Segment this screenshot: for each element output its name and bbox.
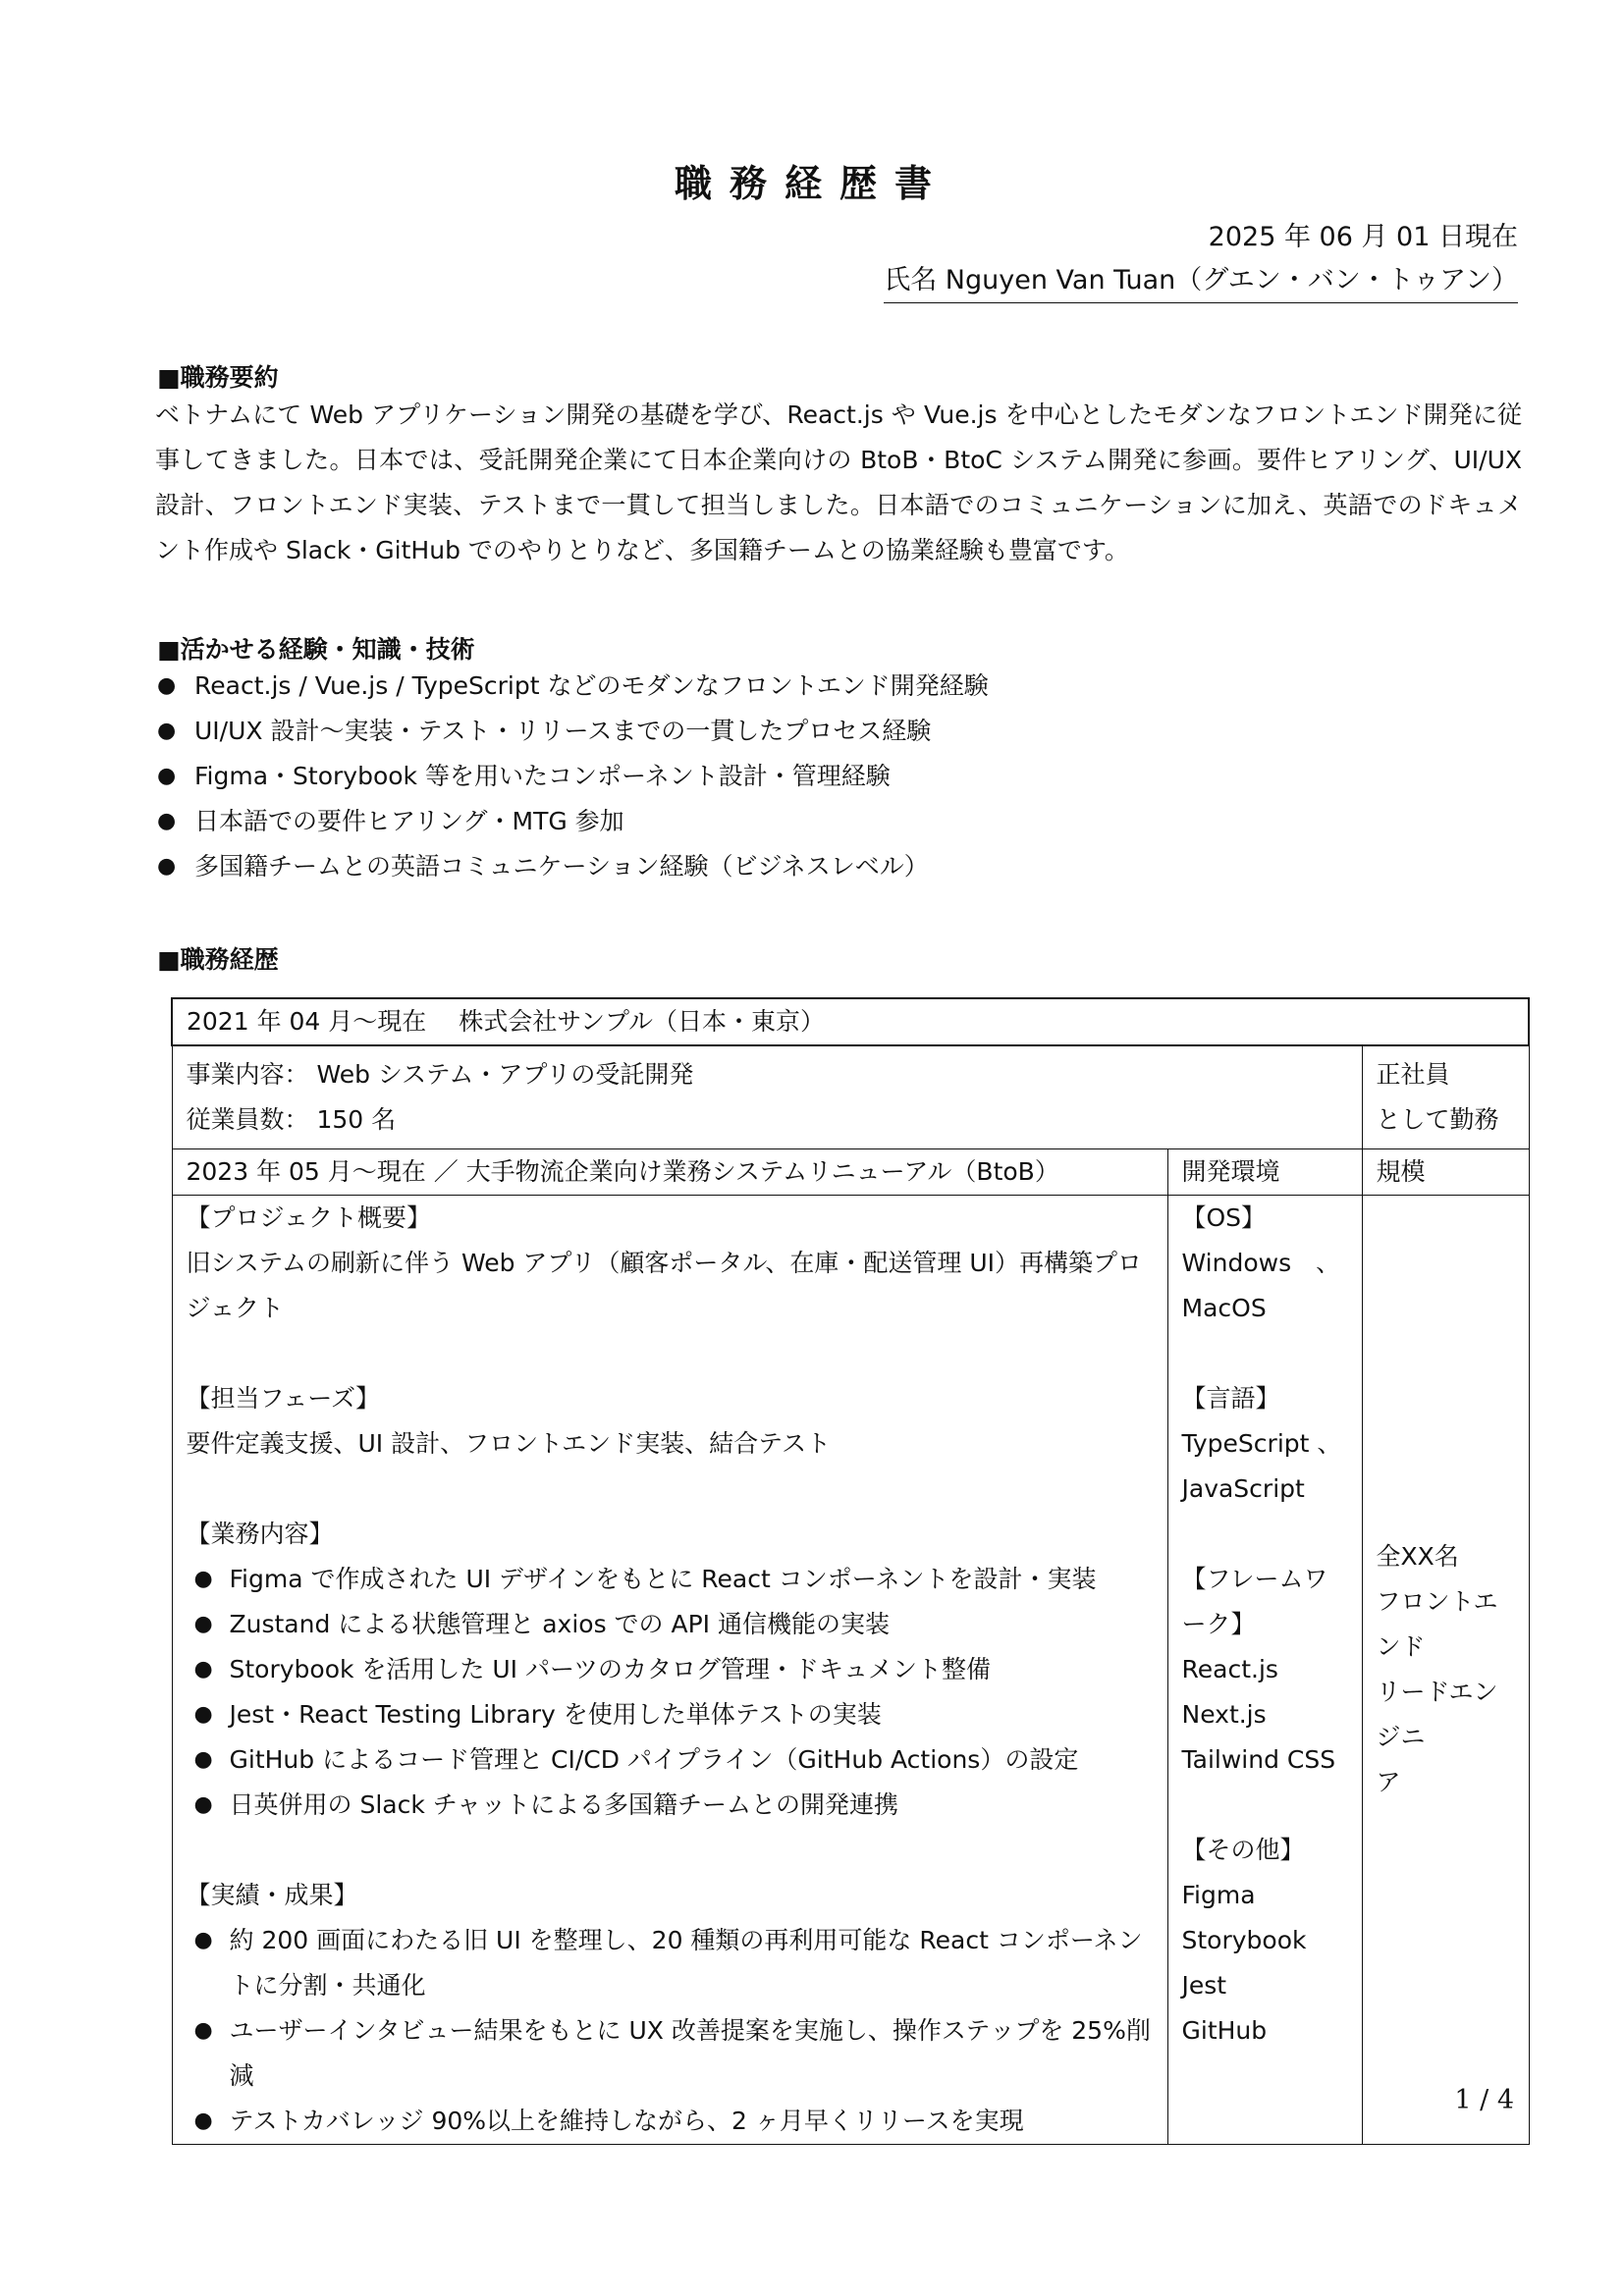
page-number: 1 / 4 bbox=[1454, 2085, 1514, 2115]
bullet-icon: ● bbox=[193, 1567, 213, 1591]
list-item: ● Figma・Storybook 等を用いたコンポーネント設計・管理経験 bbox=[155, 754, 989, 799]
env-header: 開発環境 bbox=[1167, 1149, 1362, 1196]
bullet-icon: ● bbox=[193, 2109, 213, 2133]
employment-type: 正社員 bbox=[1376, 1060, 1450, 1089]
bullet-icon: ● bbox=[157, 719, 177, 743]
dev-environment bbox=[1167, 1196, 1362, 2145]
project-detail bbox=[172, 1196, 1167, 2145]
phase-text: 要件定義支援、UI 設計、フロントエンド実装、結合テスト bbox=[186, 1429, 832, 1458]
results-label: 【実績・成果】 bbox=[186, 1881, 358, 1909]
list-item: ● Storybook を活用した UI パーツのカタログ管理・ドキュメント整備 bbox=[187, 1647, 1154, 1692]
applicant-name: 氏名 Nguyen Van Tuan（グエン・バン・トゥアン） bbox=[884, 261, 1518, 303]
framework-label: 【フレームワーク】 bbox=[1181, 1565, 1328, 1638]
document-date: 2025 年 06 月 01 日現在 bbox=[1208, 222, 1518, 252]
list-item: ● Figma で作成された UI デザインをもとに React コンポーネントを設計・実装 bbox=[187, 1557, 1154, 1602]
other-item: GitHub bbox=[1181, 2016, 1268, 2045]
duties-list bbox=[187, 1557, 1154, 1828]
document-title: 職務経歴書 bbox=[674, 162, 949, 205]
overview-label: 【プロジェクト概要】 bbox=[186, 1203, 432, 1232]
employment-note: として勤務 bbox=[1376, 1105, 1499, 1134]
scale-header: 規模 bbox=[1362, 1149, 1529, 1196]
career-table bbox=[171, 997, 1530, 2145]
duties-label: 【業務内容】 bbox=[186, 1520, 334, 1548]
list-item: ● 約 200 画面にわたる旧 UI を整理し、20 種類の再利用可能な React コンポーネントに分割・共通化 bbox=[187, 1918, 1154, 2008]
os-item: Windows 、 bbox=[1181, 1249, 1341, 1277]
list-item: ● テストカバレッジ 90%以上を維持しながら、2 ヶ月早くリリースを実現 bbox=[187, 2099, 1154, 2144]
company-row bbox=[172, 998, 1529, 1045]
summary-heading: ■職務要約 bbox=[157, 363, 279, 392]
skills-heading: ■活かせる経験・知識・技術 bbox=[157, 635, 475, 664]
skills-list bbox=[155, 664, 989, 889]
bullet-icon: ● bbox=[193, 1747, 213, 1772]
phase-label: 【担当フェーズ】 bbox=[186, 1384, 381, 1413]
bullet-icon: ● bbox=[193, 1792, 213, 1817]
list-item: ● 日本語での要件ヒアリング・MTG 参加 bbox=[155, 799, 989, 844]
bullet-icon: ● bbox=[193, 1702, 213, 1727]
bullet-icon: ● bbox=[157, 764, 177, 788]
bullet-icon: ● bbox=[157, 809, 177, 833]
list-item: ● Jest・React Testing Library を使用した単体テストの実装 bbox=[187, 1692, 1154, 1737]
team-scale bbox=[1362, 1196, 1529, 2145]
bullet-icon: ● bbox=[157, 673, 177, 698]
scale-line: 全XX名 bbox=[1376, 1542, 1459, 1571]
project-title: 2023 年 05 月～現在 ／ 大手物流企業向け業務システムリニューアル（BtoB） bbox=[172, 1149, 1167, 1196]
other-item: Storybook bbox=[1181, 1926, 1307, 1954]
overview-text: 旧システムの刷新に伴う Web アプリ（顧客ポータル、在庫・配送管理 UI）再構築プロジェクト bbox=[186, 1249, 1143, 1322]
scale-line: フロントエンド bbox=[1376, 1587, 1498, 1661]
list-item: ● 多国籍チームとの英語コミュニケーション経験（ビジネスレベル） bbox=[155, 844, 989, 889]
framework-item: Next.js bbox=[1181, 1700, 1267, 1729]
os-label: 【OS】 bbox=[1181, 1203, 1267, 1232]
project-detail-row bbox=[172, 1196, 1529, 2145]
project-header-row bbox=[172, 1149, 1529, 1196]
scale-line: リードエンジニ bbox=[1376, 1678, 1498, 1751]
employee-count: 従業員数： 150 名 bbox=[186, 1105, 397, 1134]
lang-label: 【言語】 bbox=[1181, 1384, 1280, 1413]
other-label: 【その他】 bbox=[1181, 1836, 1305, 1864]
list-item: ● GitHub によるコード管理と CI/CD パイプライン（GitHub Actions）の設定 bbox=[187, 1737, 1154, 1783]
company-info-row bbox=[172, 1045, 1529, 1149]
bullet-icon: ● bbox=[193, 1657, 213, 1682]
other-item: Figma bbox=[1181, 1881, 1256, 1909]
lang-item: TypeScript 、 bbox=[1181, 1429, 1342, 1458]
list-item: ● UI/UX 設計～実装・テスト・リリースまでの一貫したプロセス経験 bbox=[155, 709, 989, 754]
list-item: ● ユーザーインタビュー結果をもとに UX 改善提案を実施し、操作ステップを 25%削減 bbox=[187, 2008, 1154, 2099]
business-content: 事業内容： Web システム・アプリの受託開発 bbox=[186, 1060, 694, 1089]
bullet-icon: ● bbox=[193, 1612, 213, 1636]
summary-text: ベトナムにて Web アプリケーション開発の基礎を学び、React.js や Vue.js を中心としたモダンなフロントエンド開発に従事してきました。日本では、受託開発企業にて日本企業向けの BtoB・BtoC システム開発に参画。要件ヒアリング、UI/UX 設計、フロントエンド実装、テストまで一貫して担当しました。日本語でのコミュニケーションに加え、英語でのドキュメント作成や Slack・GitHub でのやりとりなど、多国籍チームとの協業経験も豊富です。 bbox=[155, 400, 1522, 564]
results-list bbox=[187, 1918, 1154, 2144]
os-item: MacOS bbox=[1181, 1294, 1267, 1322]
career-heading: ■職務経歴 bbox=[157, 945, 279, 974]
bullet-icon: ● bbox=[193, 1928, 213, 1952]
bullet-icon: ● bbox=[157, 854, 177, 879]
lang-item: JavaScript bbox=[1181, 1474, 1305, 1503]
list-item: ● React.js / Vue.js / TypeScript などのモダンなフロントエンド開発経験 bbox=[155, 664, 989, 709]
company-line: 2021 年 04 月～現在 株式会社サンプル（日本・東京） bbox=[172, 998, 1529, 1045]
framework-item: Tailwind CSS bbox=[1181, 1745, 1336, 1774]
bullet-icon: ● bbox=[193, 2018, 213, 2043]
list-item: ● 日英併用の Slack チャットによる多国籍チームとの開発連携 bbox=[187, 1783, 1154, 1828]
scale-line: ア bbox=[1376, 1768, 1401, 1796]
framework-item: React.js bbox=[1181, 1655, 1278, 1683]
list-item: ● Zustand による状態管理と axios での API 通信機能の実装 bbox=[187, 1602, 1154, 1647]
other-item: Jest bbox=[1181, 1971, 1227, 2000]
